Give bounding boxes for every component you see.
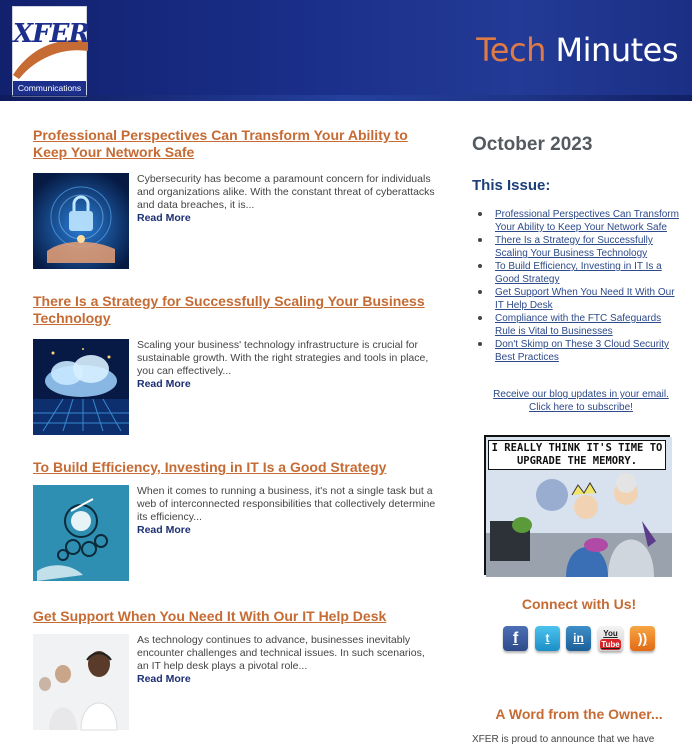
read-more-link[interactable]: Read More bbox=[137, 673, 191, 685]
article-excerpt-text: Cybersecurity has become a paramount concern for individuals and organizations alike. With the constant threat of cyberattacks and data breaches, it is... bbox=[137, 173, 435, 211]
article-1 bbox=[33, 127, 438, 269]
owner-heading: A Word from the Owner... bbox=[495, 706, 663, 722]
subscribe-line-2: Click here to subscribe! bbox=[529, 402, 633, 413]
article-excerpt-text: As technology continues to advance, businesses inevitably encounter challenges and technical issues. In such scenarios, an IT help desk plays a pivotal role... bbox=[137, 634, 425, 672]
list-item bbox=[495, 286, 683, 312]
article-3 bbox=[33, 459, 438, 581]
article-image-cybersecurity[interactable] bbox=[33, 173, 129, 269]
logo-text: XFER bbox=[13, 19, 90, 49]
newsletter-title-part1: Tech bbox=[476, 31, 546, 69]
article-title-link[interactable]: To Build Efficiency, Investing in IT Is a Good Strategy bbox=[33, 459, 387, 475]
issue-month: October 2023 bbox=[472, 134, 593, 155]
list-item bbox=[495, 208, 683, 234]
social-links bbox=[503, 626, 663, 652]
article-excerpt bbox=[137, 634, 437, 686]
newsletter-title-part2: Minutes bbox=[555, 31, 678, 69]
article-image-cloud[interactable] bbox=[33, 339, 129, 435]
article-image-help-desk[interactable] bbox=[33, 634, 129, 730]
youtube-icon-bottom: Tube bbox=[601, 640, 620, 649]
article-image-efficiency[interactable] bbox=[33, 485, 129, 581]
twitter-icon[interactable]: t bbox=[535, 626, 560, 651]
read-more-link[interactable]: Read More bbox=[137, 524, 191, 536]
issue-list bbox=[495, 208, 683, 364]
article-excerpt bbox=[137, 173, 437, 225]
newsletter-title bbox=[476, 30, 678, 70]
subscribe-link[interactable] bbox=[476, 388, 686, 414]
company-logo[interactable] bbox=[12, 6, 90, 97]
issue-link[interactable]: Don't Skimp on These 3 Cloud Security Best Practices bbox=[495, 339, 670, 363]
subscribe-line-1: Receive our blog updates in your email. bbox=[493, 389, 669, 400]
issue-link[interactable]: Compliance with the FTC Safeguards Rule is Vital to Businesses bbox=[495, 313, 662, 337]
rss-icon[interactable]: )) bbox=[630, 626, 655, 651]
header-banner bbox=[0, 0, 692, 101]
read-more-link[interactable]: Read More bbox=[137, 212, 191, 224]
article-excerpt-text: When it comes to running a business, it's not a single task but a web of interconnected responsibilities that collectively determine its efficiency... bbox=[137, 485, 436, 523]
issue-link[interactable]: Get Support When You Need It With Our IT Help Desk bbox=[495, 287, 675, 311]
youtube-icon-top: You bbox=[603, 629, 618, 638]
article-4 bbox=[33, 608, 438, 730]
owner-text: XFER is proud to announce that we have bbox=[472, 734, 655, 745]
issue-link[interactable]: There Is a Strategy for Successfully Scaling Your Business Technology bbox=[495, 235, 653, 259]
linkedin-icon[interactable]: in bbox=[566, 626, 591, 651]
this-issue-heading: This Issue: bbox=[472, 177, 551, 194]
article-excerpt-text: Scaling your business' technology infrastructure is crucial for sustainable growth. With the right strategies and tools in place, you can effectively... bbox=[137, 339, 429, 377]
youtube-icon[interactable] bbox=[598, 626, 623, 651]
logo-subtitle: Communications bbox=[13, 81, 86, 96]
comic-caption: I REALLY THINK IT'S TIME TO UPGRADE THE MEMORY. bbox=[488, 440, 666, 470]
list-item bbox=[495, 338, 683, 364]
read-more-link[interactable]: Read More bbox=[137, 378, 191, 390]
article-title-link[interactable]: Get Support When You Need It With Our IT Help Desk bbox=[33, 608, 387, 624]
article-excerpt bbox=[137, 339, 437, 391]
article-title-link[interactable]: There Is a Strategy for Successfully Scaling Your Business Technology bbox=[33, 293, 425, 326]
article-2 bbox=[33, 293, 438, 435]
facebook-icon[interactable]: f bbox=[503, 626, 528, 651]
issue-link[interactable]: To Build Efficiency, Investing in IT Is a Good Strategy bbox=[495, 261, 662, 285]
list-item bbox=[495, 234, 683, 260]
list-item bbox=[495, 260, 683, 286]
connect-heading: Connect with Us! bbox=[521, 596, 637, 612]
comic-strip[interactable] bbox=[484, 435, 670, 575]
issue-link[interactable]: Professional Perspectives Can Transform Your Ability to Keep Your Network Safe bbox=[495, 209, 679, 233]
list-item bbox=[495, 312, 683, 338]
article-title-link[interactable]: Professional Perspectives Can Transform Your Ability to Keep Your Network Safe bbox=[33, 127, 408, 160]
article-excerpt bbox=[137, 485, 437, 537]
